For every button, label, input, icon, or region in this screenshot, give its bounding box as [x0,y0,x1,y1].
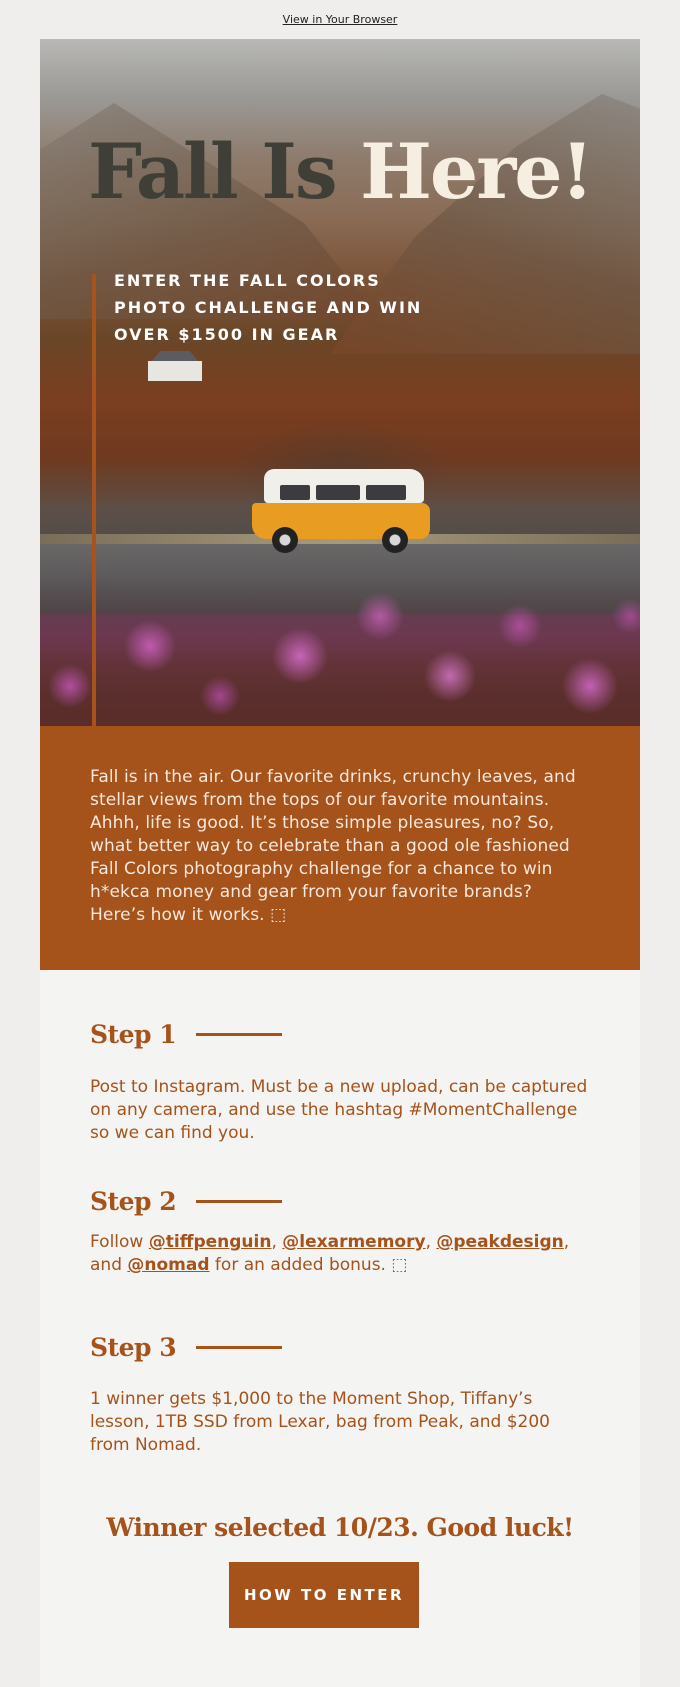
step-2-title: Step 2 [90,1187,177,1216]
farmhouse [148,361,202,381]
step-2 [90,1187,590,1277]
step-divider [196,1033,282,1036]
step-divider [196,1200,282,1203]
peakdesign-link[interactable]: @peakdesign [436,1232,564,1252]
tiffpenguin-link[interactable]: @tiffpenguin [148,1232,272,1252]
preheader [0,0,680,39]
flowers-foreground [40,576,640,726]
step-3-text: 1 winner gets $1,000 to the Moment Shop, Tiffany’s lesson, 1TB SSD from Lexar, bag from Peak, and $200 from Nomad. [90,1389,550,1455]
hero-title [40,127,640,216]
email-container [40,39,640,1687]
how-to-enter-button[interactable]: HOW TO ENTER [229,1562,419,1628]
step-1-title: Step 1 [90,1020,177,1049]
orange-van [252,469,432,559]
hero-image [40,39,640,726]
step-2-text: Follow @tiffpenguin, @lexarmemory, @peakdesign, and @nomad for an added bonus. ⬚ [90,1232,570,1275]
intro-section [40,726,640,970]
step-divider [196,1346,282,1349]
steps-section [40,970,640,1687]
hero-subtitle: ENTER THE FALL COLORS PHOTO CHALLENGE AND WIN OVER $1500 IN GEAR [114,271,423,344]
lexarmemory-link[interactable]: @lexarmemory [282,1232,426,1252]
nomad-link[interactable]: @nomad [127,1255,210,1275]
view-in-browser-link[interactable]: View in Your Browser [282,13,398,26]
hero-title-dark: Fall Is [88,127,361,216]
step-1 [90,1020,590,1145]
hero-accent-bar [92,274,96,726]
closing-message: Winner selected 10/23. Good luck! [106,1513,574,1542]
hero-title-light: Here! [360,127,592,216]
step-1-text: Post to Instagram. Must be a new upload, can be captured on any camera, and use the hashtag #MomentChallenge so we can find you. [90,1077,588,1143]
intro-text: Fall is in the air. Our favorite drinks, crunchy leaves, and stellar views from the tops of our favorite mountains. Ahhh, life is good. It’s those simple pleasures, no? So, what better way to celebrate than a good ole fashioned Fall Colors photography challenge for a chance to win h*ekca money and gear from your favorite brands? Here’s how it works. ⬚ [90,767,576,925]
step-3-title: Step 3 [90,1333,177,1362]
step-3 [90,1333,590,1457]
